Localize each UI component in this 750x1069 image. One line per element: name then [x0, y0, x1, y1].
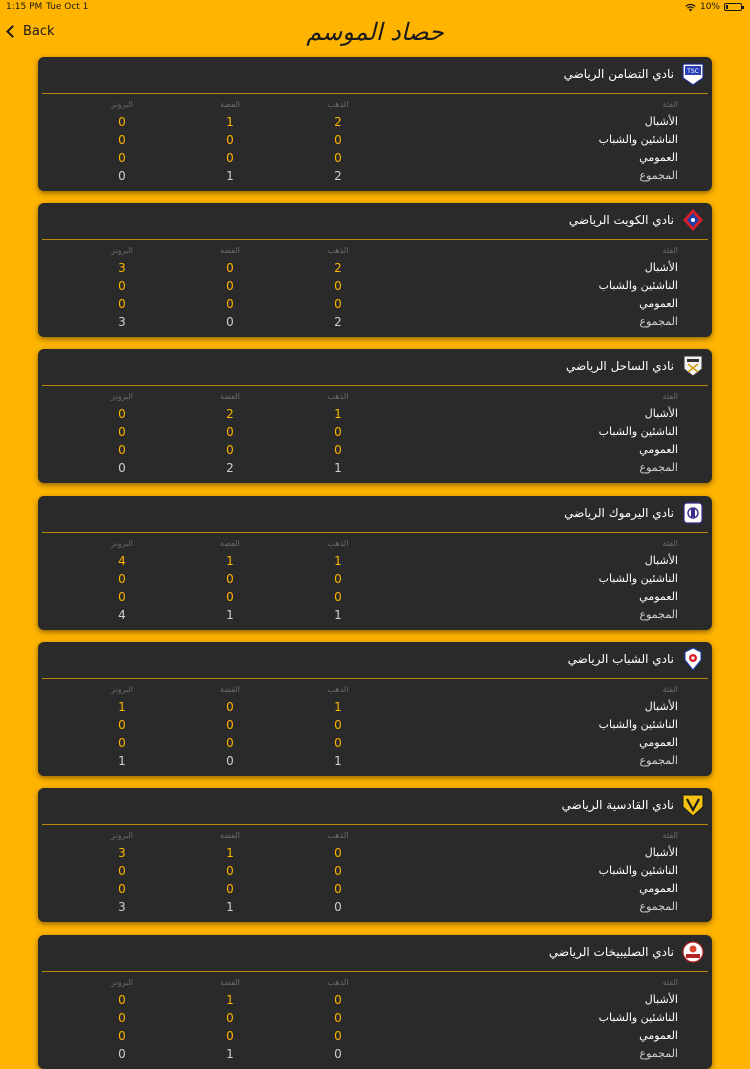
cell-silver: 2 [226, 461, 234, 475]
row-label: الناشئين والشباب [598, 572, 678, 585]
cell-bronze: 4 [118, 608, 126, 622]
cell-bronze: 4 [118, 554, 126, 568]
cell-silver: 0 [226, 297, 234, 311]
row-label: الأشبال [644, 846, 678, 859]
col-header-silver: الفضة [220, 392, 240, 401]
row-label: الأشبال [644, 115, 678, 128]
cell-bronze: 3 [118, 846, 126, 860]
cell-silver: 0 [226, 754, 234, 768]
club-name: نادي التضامن الرياضي [563, 67, 674, 81]
cell-silver: 0 [226, 443, 234, 457]
cell-silver: 1 [226, 993, 234, 1007]
card-divider [42, 239, 708, 240]
col-header-gold: الذهب [327, 831, 349, 840]
club-name: نادي القادسية الرياضي [561, 798, 674, 812]
cell-bronze: 0 [118, 297, 126, 311]
col-header-bronze: البرونز [111, 100, 133, 109]
cell-silver: 1 [226, 608, 234, 622]
cell-bronze: 0 [118, 1029, 126, 1043]
col-header-gold: الذهب [327, 685, 349, 694]
club-card[interactable] [38, 349, 712, 483]
col-header-gold: الذهب [327, 539, 349, 548]
wifi-icon [685, 3, 696, 12]
cell-gold: 1 [334, 700, 342, 714]
row-label: المجموع [639, 754, 678, 767]
cell-gold: 0 [334, 846, 342, 860]
cell-silver: 0 [226, 261, 234, 275]
col-header-bronze: البرونز [111, 978, 133, 987]
cell-silver: 1 [226, 846, 234, 860]
battery-percent: 10% [699, 2, 720, 12]
col-header-category: الفئة [662, 685, 678, 694]
cell-bronze: 0 [118, 169, 126, 183]
club-card[interactable] [38, 496, 712, 630]
status-right [685, 2, 742, 12]
cell-silver: 1 [226, 169, 234, 183]
club-logo [682, 62, 704, 86]
club-logo [682, 940, 704, 964]
status-date: Tue Oct 1 [46, 2, 89, 12]
col-header-silver: الفضة [220, 100, 240, 109]
col-header-category: الفئة [662, 100, 678, 109]
cell-gold: 1 [334, 407, 342, 421]
col-header-silver: الفضة [220, 246, 240, 255]
cell-gold: 1 [334, 554, 342, 568]
card-divider [42, 385, 708, 386]
cell-gold: 0 [334, 151, 342, 165]
cell-bronze: 3 [118, 315, 126, 329]
club-name: نادي اليرموك الرياضي [564, 506, 674, 520]
row-label: المجموع [639, 608, 678, 621]
col-header-category: الفئة [662, 246, 678, 255]
cell-silver: 0 [226, 864, 234, 878]
cell-gold: 1 [334, 754, 342, 768]
row-label: العمومي [639, 736, 678, 749]
cell-bronze: 0 [118, 133, 126, 147]
club-card[interactable] [38, 57, 712, 191]
col-header-silver: الفضة [220, 831, 240, 840]
cell-bronze: 0 [118, 736, 126, 750]
cell-silver: 2 [226, 407, 234, 421]
cell-silver: 0 [226, 151, 234, 165]
col-header-category: الفئة [662, 831, 678, 840]
club-card-header [38, 349, 712, 385]
cell-silver: 0 [226, 279, 234, 293]
cell-bronze: 0 [118, 151, 126, 165]
cell-gold: 0 [334, 590, 342, 604]
row-label: الناشئين والشباب [598, 279, 678, 292]
cell-bronze: 0 [118, 407, 126, 421]
cell-gold: 0 [334, 993, 342, 1007]
cell-silver: 0 [226, 425, 234, 439]
cell-bronze: 0 [118, 572, 126, 586]
cell-silver: 0 [226, 1029, 234, 1043]
col-header-gold: الذهب [327, 246, 349, 255]
col-header-category: الفئة [662, 392, 678, 401]
row-label: المجموع [639, 169, 678, 182]
row-label: الناشئين والشباب [598, 133, 678, 146]
club-card-header [38, 203, 712, 239]
cell-silver: 1 [226, 1047, 234, 1061]
club-logo [682, 647, 704, 671]
cell-gold: 0 [334, 572, 342, 586]
row-label: العمومي [639, 1029, 678, 1042]
cell-gold: 1 [334, 461, 342, 475]
row-label: المجموع [639, 461, 678, 474]
cell-gold: 2 [334, 261, 342, 275]
club-name: نادي الساحل الرياضي [565, 359, 674, 373]
status-time: 1:15 PM [6, 2, 43, 12]
battery-icon [724, 3, 742, 11]
row-label: العمومي [639, 590, 678, 603]
svg-text:TSC: TSC [687, 68, 699, 75]
cell-silver: 1 [226, 115, 234, 129]
cell-gold: 0 [334, 736, 342, 750]
cell-gold: 2 [334, 315, 342, 329]
cell-silver: 0 [226, 700, 234, 714]
cell-gold: 0 [334, 864, 342, 878]
cell-silver: 0 [226, 1011, 234, 1025]
card-divider [42, 678, 708, 679]
cell-bronze: 0 [118, 882, 126, 896]
club-card[interactable] [38, 203, 712, 337]
row-label: الأشبال [644, 993, 678, 1006]
club-card-header [38, 57, 712, 93]
row-label: العمومي [639, 297, 678, 310]
club-name: نادي الكويت الرياضي [568, 213, 674, 227]
cell-silver: 0 [226, 882, 234, 896]
cell-gold: 0 [334, 443, 342, 457]
card-divider [42, 532, 708, 533]
cell-silver: 0 [226, 315, 234, 329]
card-divider [42, 971, 708, 972]
cell-gold: 1 [334, 608, 342, 622]
col-header-category: الفئة [662, 978, 678, 987]
row-label: العمومي [639, 151, 678, 164]
back-label: Back [23, 24, 55, 39]
nav-bar [0, 16, 750, 54]
row-label: الناشئين والشباب [598, 425, 678, 438]
cell-bronze: 3 [118, 900, 126, 914]
club-card-header [38, 788, 712, 824]
cell-bronze: 0 [118, 864, 126, 878]
cell-gold: 0 [334, 1029, 342, 1043]
cell-bronze: 0 [118, 993, 126, 1007]
cell-bronze: 0 [118, 1047, 126, 1061]
row-label: المجموع [639, 1047, 678, 1060]
col-header-gold: الذهب [327, 392, 349, 401]
cell-bronze: 0 [118, 115, 126, 129]
status-bar [0, 0, 750, 16]
cell-gold: 0 [334, 297, 342, 311]
club-logo [682, 208, 704, 232]
cell-gold: 0 [334, 882, 342, 896]
cell-gold: 2 [334, 169, 342, 183]
club-card[interactable] [38, 642, 712, 776]
cell-bronze: 0 [118, 590, 126, 604]
cell-gold: 0 [334, 133, 342, 147]
row-label: الأشبال [644, 407, 678, 420]
card-divider [42, 824, 708, 825]
cell-gold: 2 [334, 115, 342, 129]
col-header-category: الفئة [662, 539, 678, 548]
col-header-silver: الفضة [220, 978, 240, 987]
col-header-gold: الذهب [327, 978, 349, 987]
cell-bronze: 0 [118, 425, 126, 439]
col-header-bronze: البرونز [111, 539, 133, 548]
row-label: الأشبال [644, 261, 678, 274]
row-label: الناشئين والشباب [598, 864, 678, 877]
col-header-bronze: البرونز [111, 831, 133, 840]
card-divider [42, 93, 708, 94]
club-card[interactable] [38, 788, 712, 922]
cell-bronze: 0 [118, 461, 126, 475]
club-card[interactable] [38, 935, 712, 1069]
cell-bronze: 0 [118, 1011, 126, 1025]
row-label: الناشئين والشباب [598, 718, 678, 731]
cell-bronze: 3 [118, 261, 126, 275]
cell-silver: 0 [226, 590, 234, 604]
col-header-bronze: البرونز [111, 392, 133, 401]
club-name: نادي الصليبيخات الرياضي [548, 945, 674, 959]
col-header-silver: الفضة [220, 685, 240, 694]
club-logo [682, 793, 704, 817]
cell-gold: 0 [334, 279, 342, 293]
col-header-silver: الفضة [220, 539, 240, 548]
cell-bronze: 1 [118, 754, 126, 768]
row-label: الناشئين والشباب [598, 1011, 678, 1024]
cell-gold: 0 [334, 718, 342, 732]
row-label: المجموع [639, 900, 678, 913]
cell-bronze: 1 [118, 700, 126, 714]
row-label: المجموع [639, 315, 678, 328]
cell-silver: 0 [226, 736, 234, 750]
cell-silver: 0 [226, 718, 234, 732]
club-logo [682, 354, 704, 378]
club-name: نادي الشباب الرياضي [567, 652, 674, 666]
cell-bronze: 0 [118, 279, 126, 293]
cell-silver: 0 [226, 572, 234, 586]
page-title: حصاد الموسم [306, 18, 444, 46]
col-header-gold: الذهب [327, 100, 349, 109]
club-card-header [38, 496, 712, 532]
row-label: الأشبال [644, 554, 678, 567]
cell-gold: 0 [334, 900, 342, 914]
cell-silver: 1 [226, 900, 234, 914]
col-header-bronze: البرونز [111, 246, 133, 255]
row-label: العمومي [639, 443, 678, 456]
cell-bronze: 0 [118, 443, 126, 457]
cell-silver: 1 [226, 554, 234, 568]
cell-gold: 0 [334, 1047, 342, 1061]
cell-silver: 0 [226, 133, 234, 147]
cell-gold: 0 [334, 1011, 342, 1025]
cell-bronze: 0 [118, 718, 126, 732]
club-card-header [38, 935, 712, 971]
row-label: العمومي [639, 882, 678, 895]
cell-gold: 0 [334, 425, 342, 439]
club-logo [682, 501, 704, 525]
col-header-bronze: البرونز [111, 685, 133, 694]
row-label: الأشبال [644, 700, 678, 713]
club-card-header [38, 642, 712, 678]
